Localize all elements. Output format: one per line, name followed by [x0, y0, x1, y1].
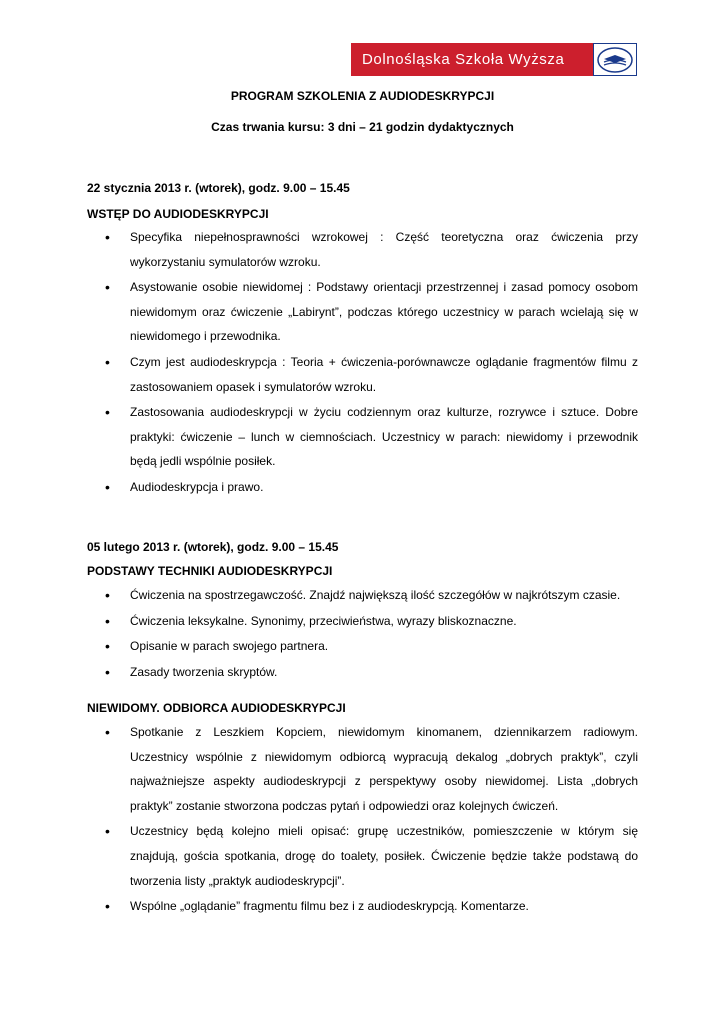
list-item: • Zasady tworzenia skryptów.: [87, 660, 638, 685]
list-item: • Ćwiczenia leksykalne. Synonimy, przeciwieństwa, wyrazy bliskoznaczne.: [87, 609, 638, 634]
section-3-heading: NIEWIDOMY. ODBIORCA AUDIODESKRYPCJI: [87, 701, 346, 715]
school-logo: [351, 43, 637, 76]
list-item: • Zastosowania audiodeskrypcji w życiu codziennym oraz kulturze, rozrywce i sztuce. Dobre praktyki: ćwiczenie – lunch w ciemnościach. Uczestnicy w parach: niewidomy i przewodnik będą jedli wspólnie posiłek.: [87, 400, 638, 474]
list-item: • Wspólne „oglądanie” fragmentu filmu bez i z audiodeskrypcją. Komentarze.: [87, 894, 638, 919]
list-item: • Opisanie w parach swojego partnera.: [87, 634, 638, 659]
list-item: • Uczestnicy będą kolejno mieli opisać: grupę uczestników, pomieszczenie w którym się znajdują, gościa spotkania, drogę do toalety, posiłek. Ćwiczenie będzie także podstawą do tworzenia listy „praktyk audiodeskrypcji”.: [87, 819, 638, 893]
book-emblem-icon: [593, 43, 637, 76]
list-item: • Spotkanie z Leszkiem Kopciem, niewidomym kinomanem, dziennikarzem radiowym. Uczestnicy wspólnie z niewidomym odbiorcą wypracują dekalog „dobrych praktyk”, czyli najważniejsze aspekty audiodeskrypcji z perspektywy osoby niewidomej. Lista „dobrych praktyk” zostanie stworzona podczas pytań i odpowiedzi oraz kolejnych ćwiczeń.: [87, 720, 638, 818]
list-item: • Specyfika niepełnosprawności wzrokowej : Część teoretyczna oraz ćwiczenia przy wykorzystaniu symulatorów wzroku.: [87, 225, 638, 274]
list-item: • Audiodeskrypcja i prawo.: [87, 475, 638, 500]
session-2-date: 05 lutego 2013 r. (wtorek), godz. 9.00 – 15.45: [87, 540, 339, 554]
course-duration: Czas trwania kursu: 3 dni – 21 godzin dydaktycznych: [211, 120, 514, 134]
list-item: • Ćwiczenia na spostrzegawczość. Znajdź największą ilość szczegółów w najkrótszym czasie.: [87, 583, 638, 608]
session-1-list: [87, 225, 638, 501]
list-item: • Czym jest audiodeskrypcja : Teoria + ćwiczenia-porównawcze oglądanie fragmentów filmu z zastosowaniem opasek i symulatorów wzroku.: [87, 350, 638, 399]
document-title: PROGRAM SZKOLENIA Z AUDIODESKRYPCJI: [230, 89, 495, 103]
section-3-list: [87, 720, 638, 920]
session-1-date: 22 stycznia 2013 r. (wtorek), godz. 9.00 – 15.45: [87, 181, 350, 195]
session-1-heading: WSTĘP DO AUDIODESKRYPCJI: [87, 207, 269, 221]
session-2-heading: PODSTAWY TECHNIKI AUDIODESKRYPCJI: [87, 564, 333, 578]
list-item: • Asystowanie osobie niewidomej : Podstawy orientacji przestrzennej i zasad pomocy osobom niewidomym oraz ćwiczenie „Labirynt”, podczas którego uczestnicy w parach wcielają się w niewidomego i przewodnika.: [87, 275, 638, 349]
session-2-list: [87, 583, 638, 685]
logo-text: Dolnośląska Szkoła Wyższa: [362, 51, 565, 68]
